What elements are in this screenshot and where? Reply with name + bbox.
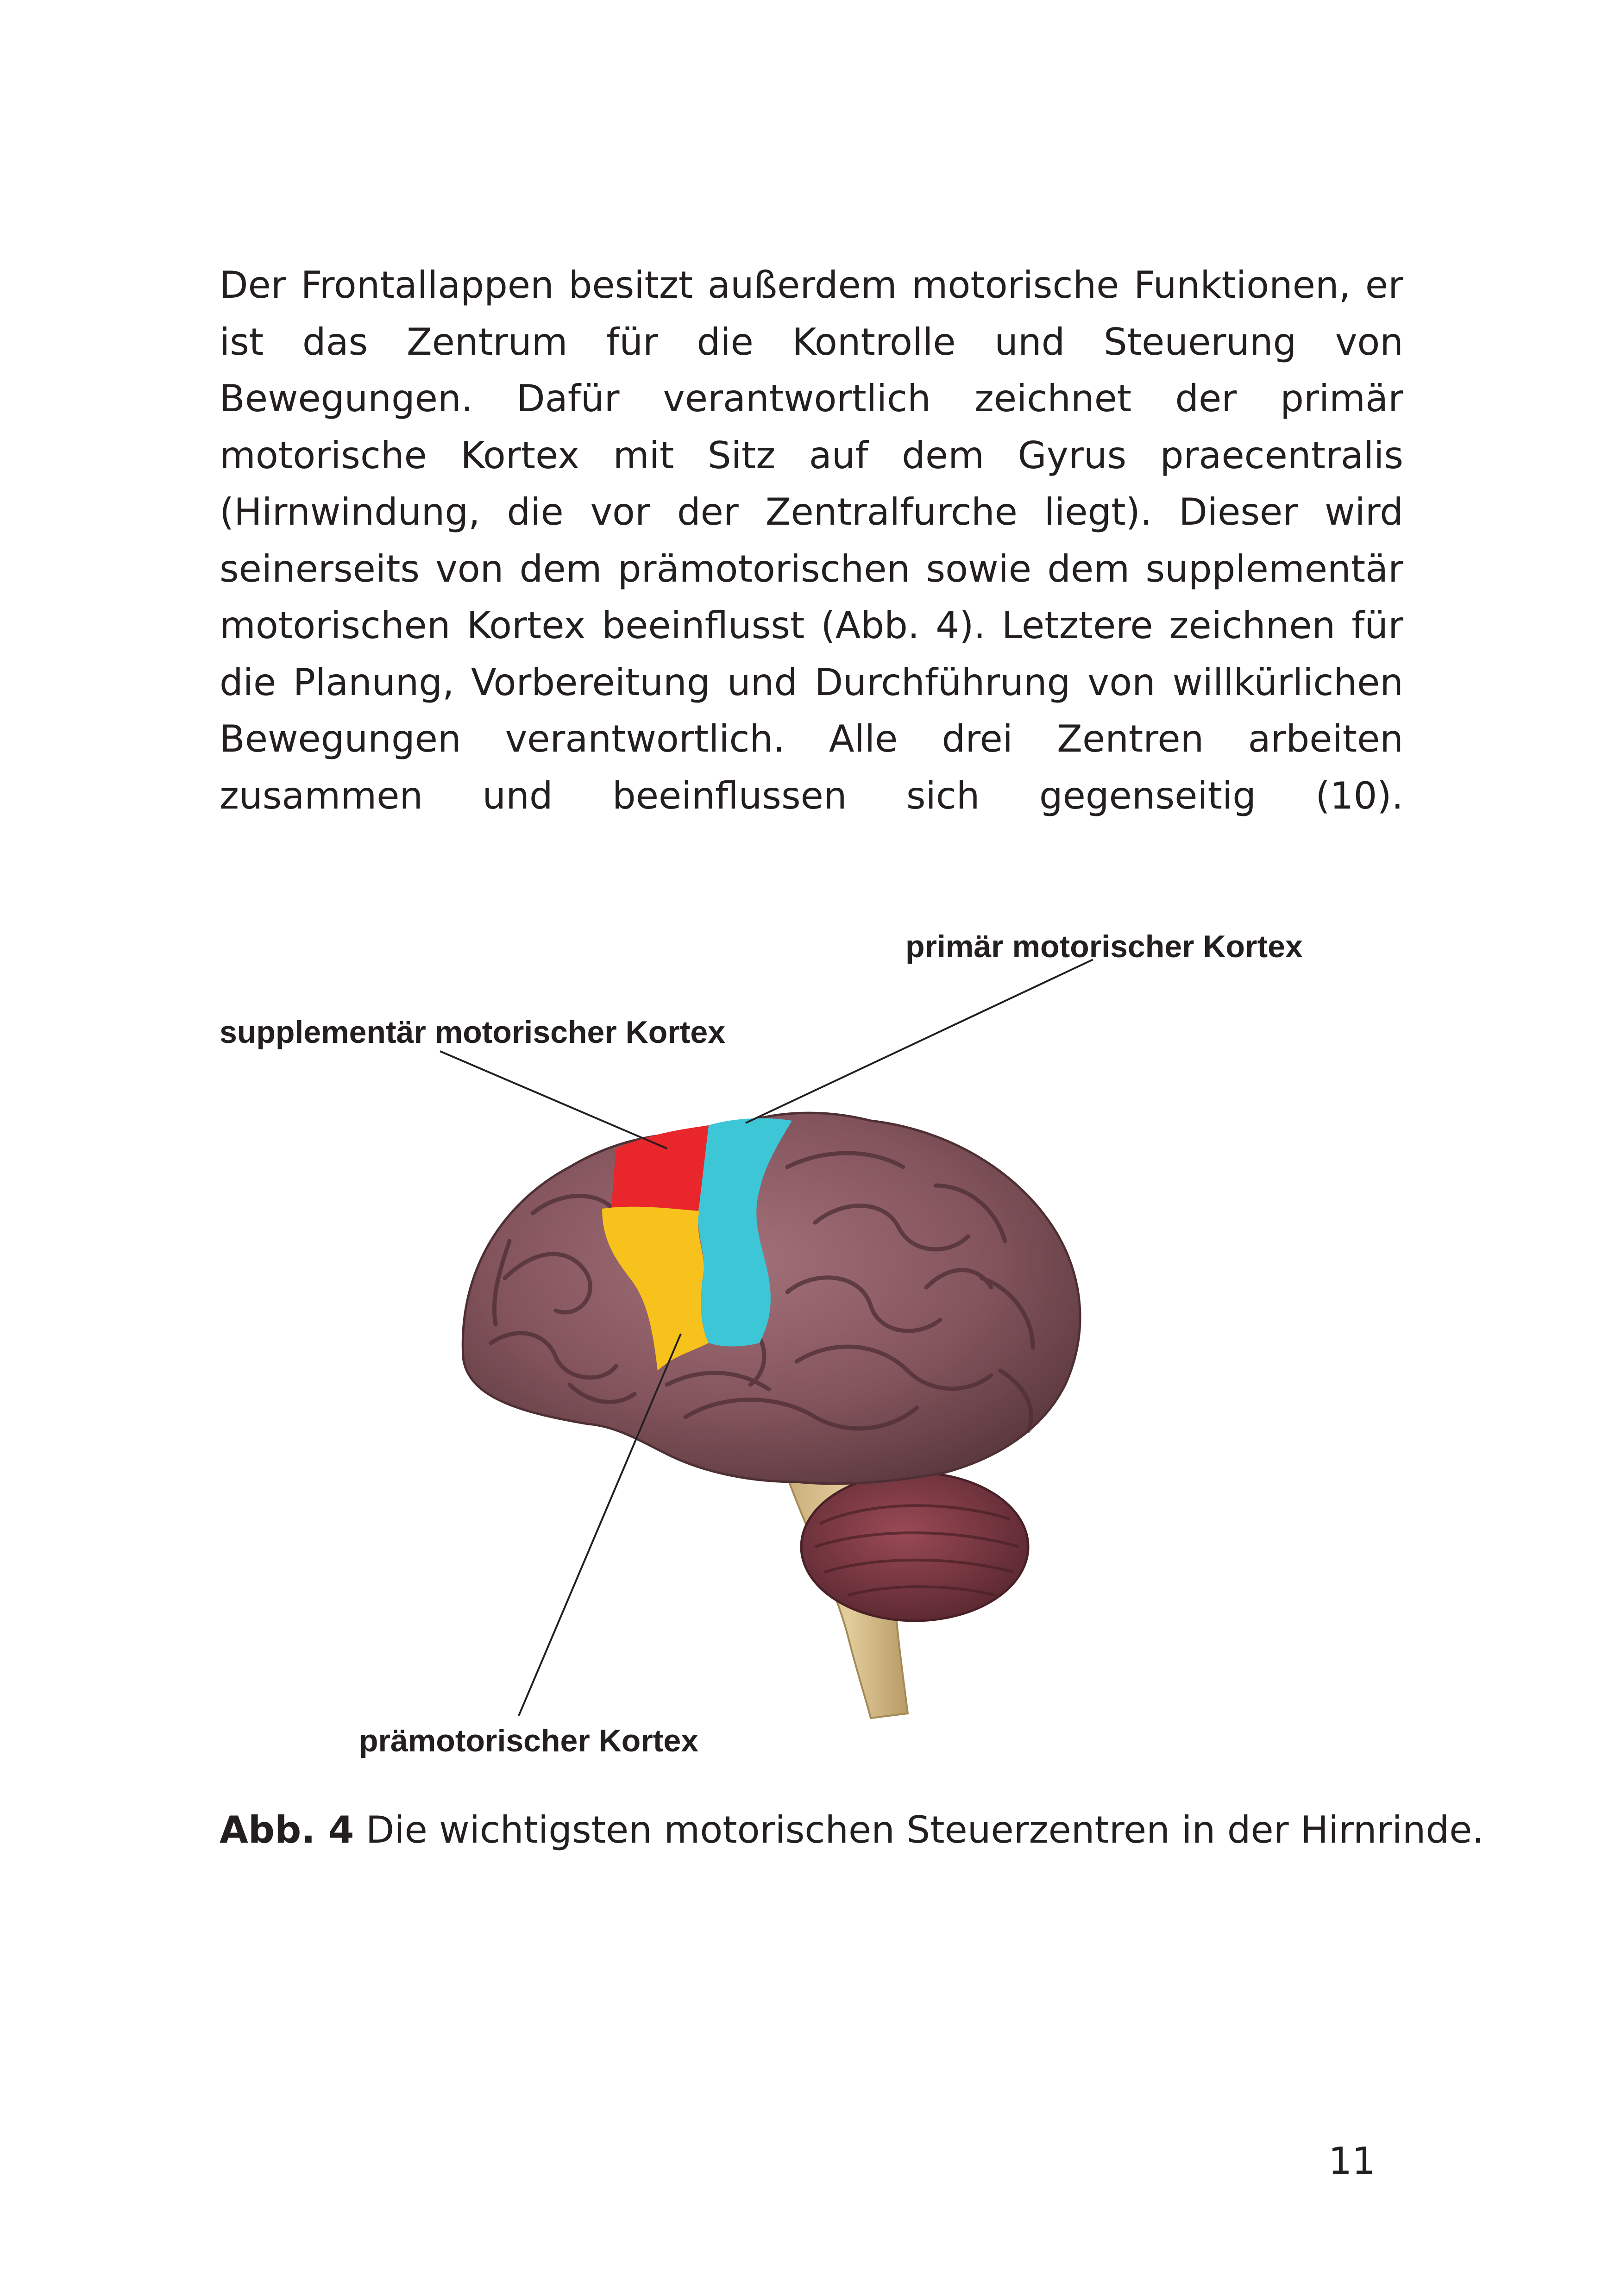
paragraph-line: ist das Zentrum für die Kontrolle und Steuerung von xyxy=(220,320,1403,364)
figure-number: Abb. 4 xyxy=(220,1808,354,1851)
paragraph-line: Der Frontallappen besitzt außerdem motorische Funktionen, er xyxy=(220,263,1403,307)
paragraph-line: (Hirnwindung, die vor der Zentralfurche liegt). Dieser wird xyxy=(220,490,1403,533)
paragraph-line: motorische Kortex mit Sitz auf dem Gyrus praecentralis xyxy=(220,433,1403,477)
supplementary-motor-area xyxy=(611,1125,709,1213)
label-primary-motor-cortex: primär motorischer Kortex xyxy=(905,929,1303,964)
cerebrum-shape xyxy=(463,1113,1080,1484)
paragraph-line: die Planung, Vorbereitung und Durchführung von willkürlichen xyxy=(220,660,1403,704)
page-number: 11 xyxy=(1328,2139,1376,2183)
body-paragraph xyxy=(220,257,1403,824)
leader-line-supplementary xyxy=(440,1051,667,1148)
paragraph-line: Bewegungen. Dafür verantwortlich zeichnet der primär xyxy=(220,377,1403,420)
figure-caption xyxy=(220,1808,1484,1851)
caption-text: Die wichtigsten motorischen Steuerzentren in der Hirnrinde. xyxy=(354,1808,1484,1851)
label-premotor-cortex: prämotorischer Kortex xyxy=(359,1723,699,1758)
paragraph-line: zusammen und beeinflussen sich gegenseitig (10). xyxy=(220,774,1403,817)
paragraph-line: seinerseits von dem prämotorischen sowie dem supplementär xyxy=(220,547,1403,590)
label-supplementary-motor-cortex: supplementär motorischer Kortex xyxy=(220,1015,726,1050)
paragraph-line: Bewegungen verantwortlich. Alle drei Zentren arbeiten xyxy=(220,717,1403,760)
cerebellum-shape xyxy=(801,1473,1028,1621)
leader-line-primary xyxy=(746,960,1093,1123)
paragraph-line: motorischen Kortex beeinflusst (Abb. 4). Letztere zeichnen für xyxy=(220,604,1403,647)
